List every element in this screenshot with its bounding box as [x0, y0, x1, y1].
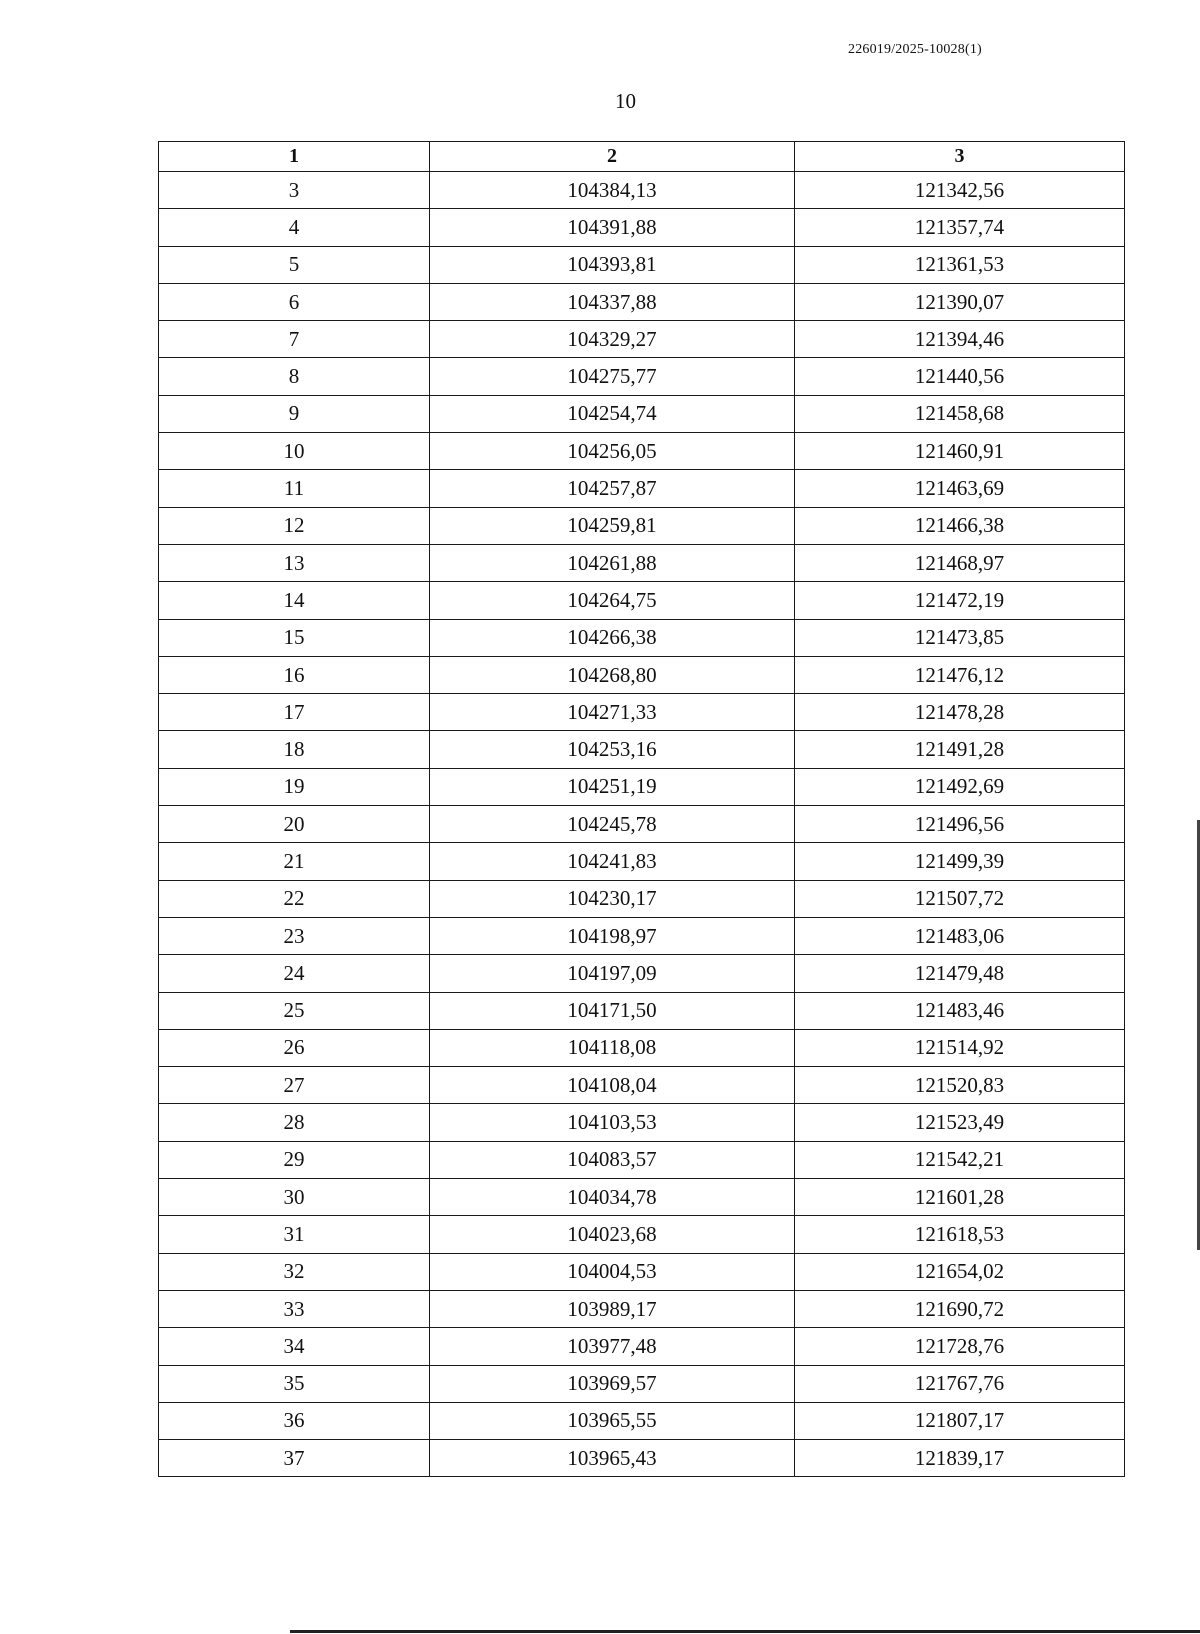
table-cell-col-1: 17: [159, 694, 430, 731]
table-body: [159, 172, 1125, 1477]
table-cell-col-2: 103989,17: [430, 1290, 795, 1327]
table-cell-col-1: 19: [159, 768, 430, 805]
table-cell-col-1: 31: [159, 1216, 430, 1253]
table-cell-col-3: 121468,97: [795, 544, 1125, 581]
table-row: [159, 507, 1125, 544]
table-cell-col-3: 121473,85: [795, 619, 1125, 656]
table-cell-col-1: 6: [159, 283, 430, 320]
table-cell-col-3: 121357,74: [795, 209, 1125, 246]
table-cell-col-3: 121767,76: [795, 1365, 1125, 1402]
column-header-2: 2: [430, 142, 795, 172]
table-row: [159, 880, 1125, 917]
table-cell-col-3: 121394,46: [795, 321, 1125, 358]
table-cell-col-2: 104271,33: [430, 694, 795, 731]
table-row: [159, 1328, 1125, 1365]
table-row: [159, 955, 1125, 992]
table-cell-col-3: 121690,72: [795, 1290, 1125, 1327]
table-cell-col-1: 3: [159, 172, 430, 209]
table-cell-col-2: 103965,55: [430, 1402, 795, 1439]
table-row: [159, 619, 1125, 656]
table-cell-col-3: 121460,91: [795, 433, 1125, 470]
table-cell-col-2: 104254,74: [430, 395, 795, 432]
table-cell-col-1: 8: [159, 358, 430, 395]
table-row: [159, 246, 1125, 283]
table-cell-col-3: 121483,06: [795, 917, 1125, 954]
page-number: 10: [615, 89, 636, 113]
table-cell-col-3: 121654,02: [795, 1253, 1125, 1290]
table-cell-col-3: 121499,39: [795, 843, 1125, 880]
table-cell-col-3: 121466,38: [795, 507, 1125, 544]
table-cell-col-3: 121507,72: [795, 880, 1125, 917]
table-cell-col-1: 32: [159, 1253, 430, 1290]
table-cell-col-1: 10: [159, 433, 430, 470]
table-row: [159, 1179, 1125, 1216]
table-row: [159, 544, 1125, 581]
table-cell-col-2: 104393,81: [430, 246, 795, 283]
table-cell-col-3: 121514,92: [795, 1029, 1125, 1066]
table-cell-col-1: 35: [159, 1365, 430, 1402]
table-cell-col-2: 103977,48: [430, 1328, 795, 1365]
table-cell-col-3: 121618,53: [795, 1216, 1125, 1253]
table-cell-col-2: 104245,78: [430, 806, 795, 843]
table-cell-col-3: 121463,69: [795, 470, 1125, 507]
table-cell-col-2: 104266,38: [430, 619, 795, 656]
table-row: [159, 694, 1125, 731]
table-cell-col-2: 104171,50: [430, 992, 795, 1029]
table-row: [159, 358, 1125, 395]
table-row: [159, 209, 1125, 246]
table-cell-col-1: 26: [159, 1029, 430, 1066]
table-cell-col-1: 11: [159, 470, 430, 507]
column-header-3: 3: [795, 142, 1125, 172]
table-cell-col-2: 104251,19: [430, 768, 795, 805]
table-cell-col-1: 23: [159, 917, 430, 954]
table-cell-col-1: 25: [159, 992, 430, 1029]
table-row: [159, 1067, 1125, 1104]
table-row: [159, 172, 1125, 209]
table-cell-col-1: 14: [159, 582, 430, 619]
table-cell-col-2: 104118,08: [430, 1029, 795, 1066]
table-row: [159, 806, 1125, 843]
table-row: [159, 1290, 1125, 1327]
table-cell-col-2: 104384,13: [430, 172, 795, 209]
table-cell-col-2: 104198,97: [430, 917, 795, 954]
table-row: [159, 768, 1125, 805]
scan-bottom-rule: [290, 1630, 1200, 1633]
table-row: [159, 731, 1125, 768]
table-cell-col-1: 29: [159, 1141, 430, 1178]
table-cell-col-2: 104023,68: [430, 1216, 795, 1253]
table-cell-col-1: 37: [159, 1440, 430, 1477]
table-cell-col-1: 7: [159, 321, 430, 358]
table-cell-col-3: 121458,68: [795, 395, 1125, 432]
table-cell-col-3: 121440,56: [795, 358, 1125, 395]
table-cell-col-3: 121491,28: [795, 731, 1125, 768]
table-cell-col-3: 121472,19: [795, 582, 1125, 619]
table-cell-col-2: 104337,88: [430, 283, 795, 320]
table-cell-col-2: 104241,83: [430, 843, 795, 880]
table-cell-col-1: 12: [159, 507, 430, 544]
table-cell-col-3: 121839,17: [795, 1440, 1125, 1477]
table-cell-col-3: 121496,56: [795, 806, 1125, 843]
table-row: [159, 1216, 1125, 1253]
table-cell-col-1: 28: [159, 1104, 430, 1141]
table-cell-col-2: 104103,53: [430, 1104, 795, 1141]
table-row: [159, 582, 1125, 619]
table-cell-col-3: 121523,49: [795, 1104, 1125, 1141]
table-cell-col-1: 18: [159, 731, 430, 768]
table-cell-col-3: 121807,17: [795, 1402, 1125, 1439]
table-row: [159, 283, 1125, 320]
table-cell-col-2: 104197,09: [430, 955, 795, 992]
table-row: [159, 843, 1125, 880]
table-cell-col-2: 104083,57: [430, 1141, 795, 1178]
table-cell-col-2: 104004,53: [430, 1253, 795, 1290]
table-row: [159, 1141, 1125, 1178]
table-cell-col-1: 5: [159, 246, 430, 283]
table-cell-col-3: 121483,46: [795, 992, 1125, 1029]
table-cell-col-3: 121478,28: [795, 694, 1125, 731]
table-cell-col-2: 104264,75: [430, 582, 795, 619]
table-cell-col-2: 104259,81: [430, 507, 795, 544]
table-row: [159, 321, 1125, 358]
table-cell-col-2: 103965,43: [430, 1440, 795, 1477]
table-cell-col-3: 121342,56: [795, 172, 1125, 209]
table-cell-col-2: 104257,87: [430, 470, 795, 507]
table-cell-col-1: 24: [159, 955, 430, 992]
table-row: [159, 1440, 1125, 1477]
table-cell-col-3: 121492,69: [795, 768, 1125, 805]
table-row: [159, 433, 1125, 470]
table-cell-col-2: 103969,57: [430, 1365, 795, 1402]
table-cell-col-1: 27: [159, 1067, 430, 1104]
table-cell-col-2: 104034,78: [430, 1179, 795, 1216]
table-cell-col-2: 104253,16: [430, 731, 795, 768]
table-cell-col-3: 121520,83: [795, 1067, 1125, 1104]
table-row: [159, 917, 1125, 954]
table-cell-col-1: 4: [159, 209, 430, 246]
table-cell-col-2: 104108,04: [430, 1067, 795, 1104]
coordinates-table: [158, 141, 1125, 1477]
table-header: [159, 142, 1125, 172]
table-cell-col-1: 36: [159, 1402, 430, 1439]
table-cell-col-2: 104329,27: [430, 321, 795, 358]
table-cell-col-2: 104261,88: [430, 544, 795, 581]
table-cell-col-1: 33: [159, 1290, 430, 1327]
document-number: 226019/2025-10028(1): [848, 42, 982, 57]
table-cell-col-1: 20: [159, 806, 430, 843]
table-cell-col-2: 104275,77: [430, 358, 795, 395]
table-cell-col-2: 104268,80: [430, 656, 795, 693]
table-row: [159, 656, 1125, 693]
table-cell-col-2: 104256,05: [430, 433, 795, 470]
table-cell-col-1: 21: [159, 843, 430, 880]
table-cell-col-3: 121542,21: [795, 1141, 1125, 1178]
table-cell-col-3: 121361,53: [795, 246, 1125, 283]
table-cell-col-1: 15: [159, 619, 430, 656]
table-row: [159, 1402, 1125, 1439]
table-cell-col-3: 121390,07: [795, 283, 1125, 320]
table-cell-col-1: 22: [159, 880, 430, 917]
table-row: [159, 1365, 1125, 1402]
table-row: [159, 1104, 1125, 1141]
table-cell-col-3: 121601,28: [795, 1179, 1125, 1216]
table-row: [159, 1029, 1125, 1066]
table-row: [159, 1253, 1125, 1290]
table-cell-col-3: 121476,12: [795, 656, 1125, 693]
table-cell-col-1: 30: [159, 1179, 430, 1216]
column-header-1: 1: [159, 142, 430, 172]
table-cell-col-1: 16: [159, 656, 430, 693]
table-row: [159, 470, 1125, 507]
header-row: [159, 142, 1125, 172]
table-cell-col-3: 121728,76: [795, 1328, 1125, 1365]
table-cell-col-2: 104391,88: [430, 209, 795, 246]
table-cell-col-1: 13: [159, 544, 430, 581]
table-cell-col-1: 9: [159, 395, 430, 432]
table-cell-col-2: 104230,17: [430, 880, 795, 917]
table-cell-col-1: 34: [159, 1328, 430, 1365]
table-cell-col-3: 121479,48: [795, 955, 1125, 992]
table-row: [159, 992, 1125, 1029]
table-row: [159, 395, 1125, 432]
